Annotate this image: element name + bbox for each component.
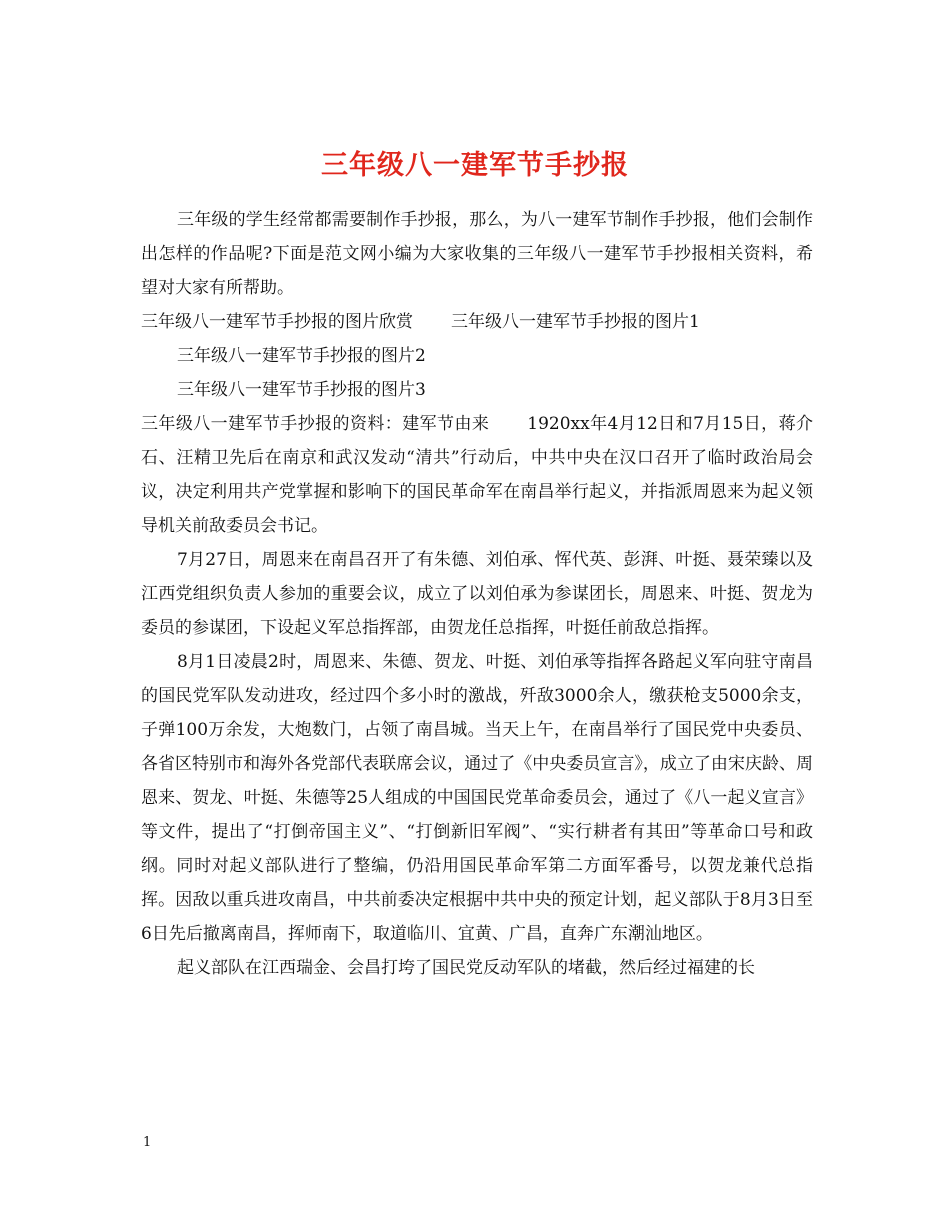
july27-paragraph: 7月27日，周恩来在南昌召开了有朱德、刘伯承、恽代英、彭湃、叶挺、聂荣臻以及江西党组织负责人参加的重要会议，成立了以刘伯承为参谋团长，周恩来、叶挺、贺龙为委员的参谋团，下设起义军总指挥部，由贺龙任总指挥，叶挺任前敌总指挥。 (141, 550, 813, 638)
materials-heading: 三年级八一建军节手抄报的资料：建军节由来 (141, 414, 490, 434)
origin-text: 1920xx年4月12日和7月15日，蒋介石、汪精卫先后在南京和武汉发动“清共”行动后，中共中央在汉口召开了临时政治局会议，决定利用共产党掌握和影响下的国民革命军在南昌举行起义，并指派周恩来为起义领导机关前敌委员会书记。 (141, 414, 813, 536)
document-title: 三年级八一建军节手抄报 (321, 150, 629, 182)
picture-caption-1: 三年级八一建军节手抄报的图片1 (451, 312, 700, 332)
page-number: 1 (143, 1135, 152, 1150)
continuation-paragraph: 起义部队在江西瑞金、会昌打垮了国民党反动军队的堵截，然后经过福建的长 (177, 958, 755, 978)
aug1-paragraph: 8月1日凌晨2时，周恩来、朱德、贺龙、叶挺、刘伯承等指挥各路起义军向驻守南昌的国民党军队发动进攻，经过四个多小时的激战，歼敌3000余人，缴获枪支5000余支，子弹100万余发，大炮数门，占领了南昌城。当天上午，在南昌举行了国民党中央委员、各省区特别市和海外各党部代表联席会议，通过了《中央委员宣言》，成立了由宋庆龄、周恩来、贺龙、叶挺、朱德等25人组成的中国国民党革命委员会，通过了《八一起义宣言》等文件，提出了“打倒帝国主义”、“打倒新旧军阀”、“实行耕者有其田”等革命口号和政纲。同时对起义部队进行了整编，仍沿用国民革命军第二方面军番号，以贺龙兼代总指挥。因敌以重兵进攻南昌，中共前委决定根据中共中央的预定计划，起义部队于8月3日至6日先后撤离南昌，挥师南下，取道临川、宜黄、广昌，直奔广东潮汕地区。 (141, 652, 813, 944)
origin-paragraph (141, 407, 813, 543)
gallery-heading: 三年级八一建军节手抄报的图片欣赏 (141, 312, 413, 332)
gallery-line (141, 305, 813, 339)
document-body (141, 203, 813, 985)
picture-caption-2: 三年级八一建军节手抄报的图片2 (177, 346, 426, 366)
intro-paragraph: 三年级的学生经常都需要制作手抄报，那么，为八一建军节制作手抄报，他们会制作出怎样的作品呢?下面是范文网小编为大家收集的三年级八一建军节手抄报相关资料，希望对大家有所帮助。 (141, 210, 813, 298)
picture-caption-3: 三年级八一建军节手抄报的图片3 (177, 380, 426, 400)
